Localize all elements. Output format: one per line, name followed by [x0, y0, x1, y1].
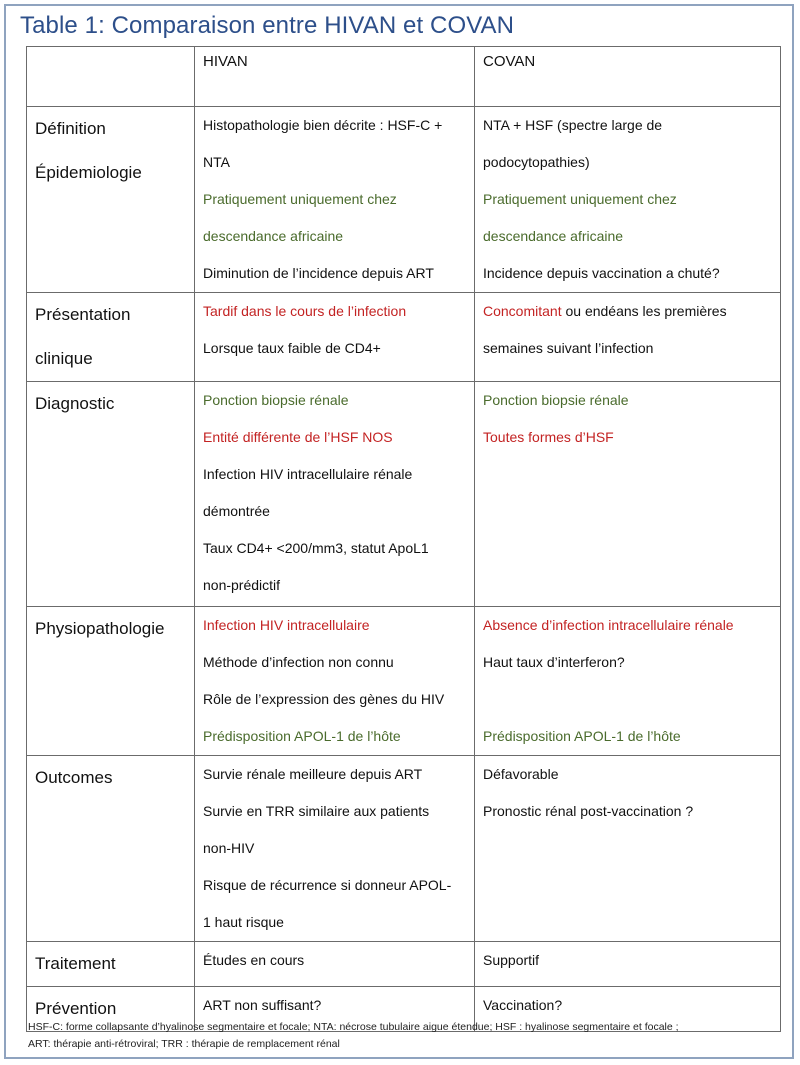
row-label: Définition: [35, 119, 106, 138]
hivan-line: Pratiquement uniquement chez: [203, 191, 397, 207]
row-presentation: [27, 293, 781, 382]
covan-line: [483, 293, 772, 330]
hivan-line: 1 haut risque: [203, 914, 284, 930]
footnote-line: HSF-C: forme collapsante d’hyalinose segmentaire et focale; NTA: nécrose tubulaire aigue étendue; HSF : hyalinose segmentaire et focale ;: [28, 1021, 679, 1033]
row-label: Physiopathologie: [35, 619, 165, 638]
hivan-cell: [195, 942, 475, 987]
row-outcomes: [27, 756, 781, 942]
covan-line: Pratiquement uniquement chez: [483, 191, 677, 207]
covan-line: podocytopathies): [483, 154, 590, 170]
row-label-cell: [27, 607, 195, 756]
text-segment: ou endéans les premières: [561, 303, 727, 319]
covan-cell: [475, 942, 781, 987]
hivan-line: Entité différente de l’HSF NOS: [203, 429, 393, 445]
footnote: [28, 1019, 788, 1053]
hivan-line: Infection HIV intracellulaire rénale: [203, 466, 413, 482]
hivan-line: Lorsque taux faible de CD4+: [203, 340, 381, 356]
hivan-line: descendance africaine: [203, 228, 344, 244]
covan-line: Défavorable: [483, 766, 559, 782]
hivan-line: ART non suffisant?: [203, 997, 322, 1013]
hivan-line: Histopathologie bien décrite : HSF-C +: [203, 117, 443, 133]
row-diagnostic: [27, 382, 781, 607]
hivan-line: démontrée: [203, 503, 270, 519]
hivan-line: Études en cours: [203, 952, 305, 968]
covan-cell: [475, 756, 781, 942]
row-label: Traitement: [35, 954, 116, 973]
hivan-line: Survie rénale meilleure depuis ART: [203, 766, 423, 782]
row-label: clinique: [35, 349, 93, 368]
row-label: Outcomes: [35, 768, 113, 787]
hivan-line: Survie en TRR similaire aux patients: [203, 803, 430, 819]
hivan-line: non-HIV: [203, 840, 255, 856]
row-definition: [27, 107, 781, 293]
covan-line: Incidence depuis vaccination a chuté?: [483, 265, 720, 281]
covan-line: descendance africaine: [483, 228, 624, 244]
row-label-cell: [27, 293, 195, 382]
hivan-line: Taux CD4+ <200/mm3, statut ApoL1: [203, 540, 429, 556]
hivan-cell: [195, 756, 475, 942]
hivan-line: Ponction biopsie rénale: [203, 392, 349, 408]
row-physiopathologie: [27, 607, 781, 756]
footnote-line: ART: thérapie anti-rétroviral; TRR : thérapie de remplacement rénal: [28, 1038, 340, 1050]
text-segment: Concomitant: [483, 303, 562, 319]
comparison-table: [26, 46, 781, 1032]
hivan-line: Infection HIV intracellulaire: [203, 617, 370, 633]
hivan-cell: [195, 607, 475, 756]
covan-line: semaines suivant l’infection: [483, 340, 654, 356]
covan-line: Absence d’infection intracellulaire rénale: [483, 617, 734, 633]
covan-line: NTA + HSF (spectre large de: [483, 117, 663, 133]
covan-line: Supportif: [483, 952, 540, 968]
hivan-line: Risque de récurrence si donneur APOL-: [203, 877, 452, 893]
row-label: Diagnostic: [35, 394, 115, 413]
hivan-line: Diminution de l’incidence depuis ART: [203, 265, 434, 281]
covan-line: Pronostic rénal post-vaccination ?: [483, 803, 694, 819]
covan-line: Haut taux d’interferon?: [483, 654, 625, 670]
row-label: Prévention: [35, 999, 117, 1018]
hivan-line: Prédisposition APOL-1 de l’hôte: [203, 728, 401, 744]
row-traitement: [27, 942, 781, 987]
covan-line: Toutes formes d’HSF: [483, 429, 614, 445]
header-covan: COVAN: [475, 47, 781, 107]
hivan-line: Tardif dans le cours de l’infection: [203, 303, 407, 319]
hivan-cell: [195, 293, 475, 382]
covan-line: Vaccination?: [483, 997, 563, 1013]
table-body: [27, 107, 781, 1032]
covan-line: [483, 681, 772, 718]
table-title: Table 1: Comparaison entre HIVAN et COVAN: [20, 12, 515, 39]
header-hivan: HIVAN: [195, 47, 475, 107]
header-empty-cell: [27, 47, 195, 107]
hivan-cell: [195, 107, 475, 293]
row-label-cell: [27, 756, 195, 942]
row-label-cell: [27, 942, 195, 987]
covan-cell: [475, 107, 781, 293]
row-label-cell: [27, 382, 195, 607]
covan-line: Prédisposition APOL-1 de l’hôte: [483, 728, 681, 744]
header-row: [27, 47, 781, 107]
covan-cell: [475, 293, 781, 382]
hivan-line: NTA: [203, 154, 230, 170]
row-label-cell: [27, 107, 195, 293]
hivan-line: non-prédictif: [203, 577, 281, 593]
covan-line: Ponction biopsie rénale: [483, 392, 629, 408]
covan-cell: [475, 382, 781, 607]
hivan-line: Rôle de l’expression des gènes du HIV: [203, 691, 445, 707]
row-label: Épidemiologie: [35, 163, 142, 182]
covan-cell: [475, 607, 781, 756]
hivan-cell: [195, 382, 475, 607]
row-label: Présentation: [35, 305, 131, 324]
hivan-line: Méthode d’infection non connu: [203, 654, 394, 670]
